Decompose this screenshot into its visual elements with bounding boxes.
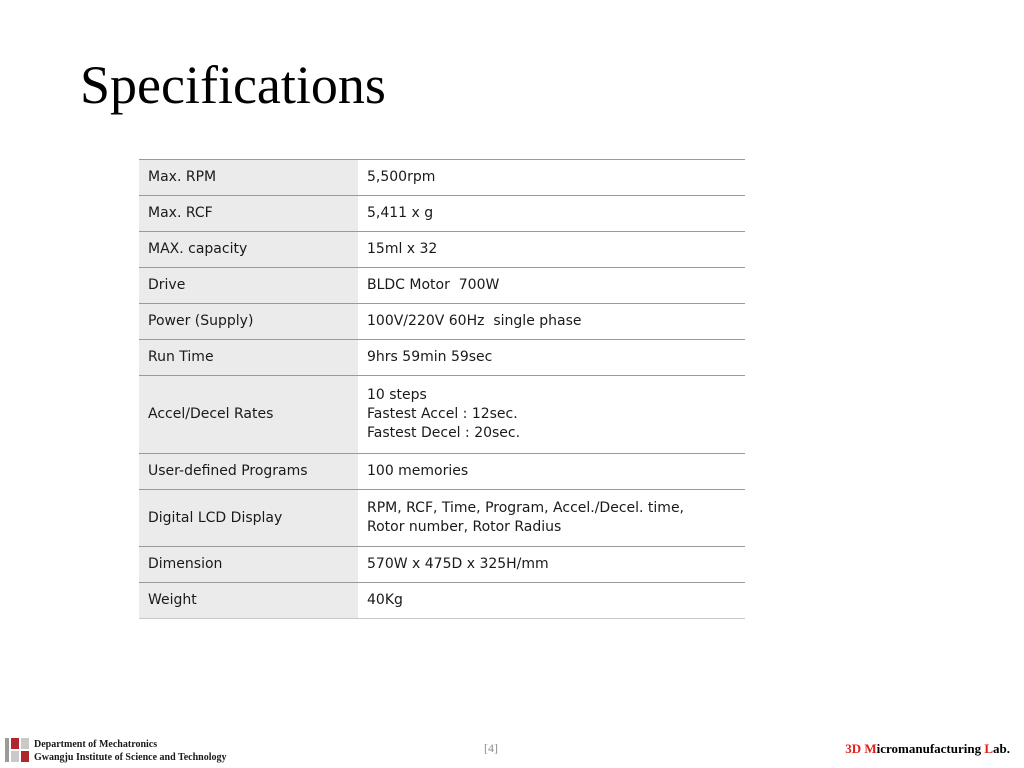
spec-value bbox=[358, 304, 745, 340]
spec-value-line: 40Kg bbox=[367, 592, 403, 608]
spec-value-line: RPM, RCF, Time, Program, Accel./Decel. time, bbox=[367, 500, 685, 516]
spec-value-line: 15ml x 32 bbox=[367, 241, 438, 257]
department-line: Department of Mechatronics bbox=[34, 739, 158, 750]
spec-label: Run Time bbox=[139, 340, 358, 376]
spec-value-line: BLDC Motor 700W bbox=[367, 277, 500, 293]
spec-value bbox=[358, 268, 745, 304]
lab-name bbox=[845, 741, 1010, 757]
spec-value-line: Rotor number, Rotor Radius bbox=[367, 519, 562, 535]
spec-value bbox=[358, 583, 745, 619]
table-row bbox=[139, 454, 745, 490]
spec-value bbox=[358, 376, 745, 454]
lab-name-text: ab. bbox=[993, 741, 1010, 756]
table-row bbox=[139, 232, 745, 268]
spec-value-line: 570W x 475D x 325H/mm bbox=[367, 556, 549, 572]
spec-label: User-defined Programs bbox=[139, 454, 358, 490]
page-number: [4] bbox=[484, 741, 498, 755]
lab-name-accent: 3D M bbox=[845, 741, 877, 756]
spec-value-line: Fastest Accel : 12sec. bbox=[367, 406, 518, 422]
department-name bbox=[34, 738, 227, 764]
spec-value-line: 100V/220V 60Hz single phase bbox=[367, 313, 582, 329]
slide-title: Specifications bbox=[80, 55, 386, 115]
spec-value bbox=[358, 196, 745, 232]
table-row bbox=[139, 160, 745, 196]
spec-label: Accel/Decel Rates bbox=[139, 376, 358, 454]
spec-value bbox=[358, 454, 745, 490]
spec-value bbox=[358, 490, 745, 547]
spec-value-line: 10 steps bbox=[367, 387, 427, 403]
table-row bbox=[139, 340, 745, 376]
spec-value bbox=[358, 547, 745, 583]
spec-value-line: 5,411 x g bbox=[367, 205, 434, 221]
spec-label: MAX. capacity bbox=[139, 232, 358, 268]
spec-value-line: 9hrs 59min 59sec bbox=[367, 349, 493, 365]
lab-name-text: icromanufacturing bbox=[876, 741, 985, 756]
spec-value bbox=[358, 232, 745, 268]
spec-label: Drive bbox=[139, 268, 358, 304]
spec-value-line: Fastest Decel : 20sec. bbox=[367, 425, 521, 441]
table-row bbox=[139, 196, 745, 232]
spec-label: Digital LCD Display bbox=[139, 490, 358, 547]
table-row bbox=[139, 583, 745, 619]
table-row bbox=[139, 304, 745, 340]
table-row bbox=[139, 376, 745, 454]
institute-line: Gwangju Institute of Science and Technology bbox=[34, 752, 227, 763]
spec-value bbox=[358, 340, 745, 376]
table-row bbox=[139, 547, 745, 583]
gist-logo-icon bbox=[4, 737, 30, 763]
spec-value-line: 100 memories bbox=[367, 463, 469, 479]
spec-label: Weight bbox=[139, 583, 358, 619]
spec-label: Power (Supply) bbox=[139, 304, 358, 340]
table-row bbox=[139, 490, 745, 547]
table-row bbox=[139, 268, 745, 304]
spec-label: Max. RPM bbox=[139, 160, 358, 196]
lab-name-accent: L bbox=[984, 741, 994, 756]
specifications-table bbox=[139, 159, 745, 619]
spec-label: Max. RCF bbox=[139, 196, 358, 232]
spec-value-line: 5,500rpm bbox=[367, 169, 436, 185]
spec-label: Dimension bbox=[139, 547, 358, 583]
spec-value bbox=[358, 160, 745, 196]
